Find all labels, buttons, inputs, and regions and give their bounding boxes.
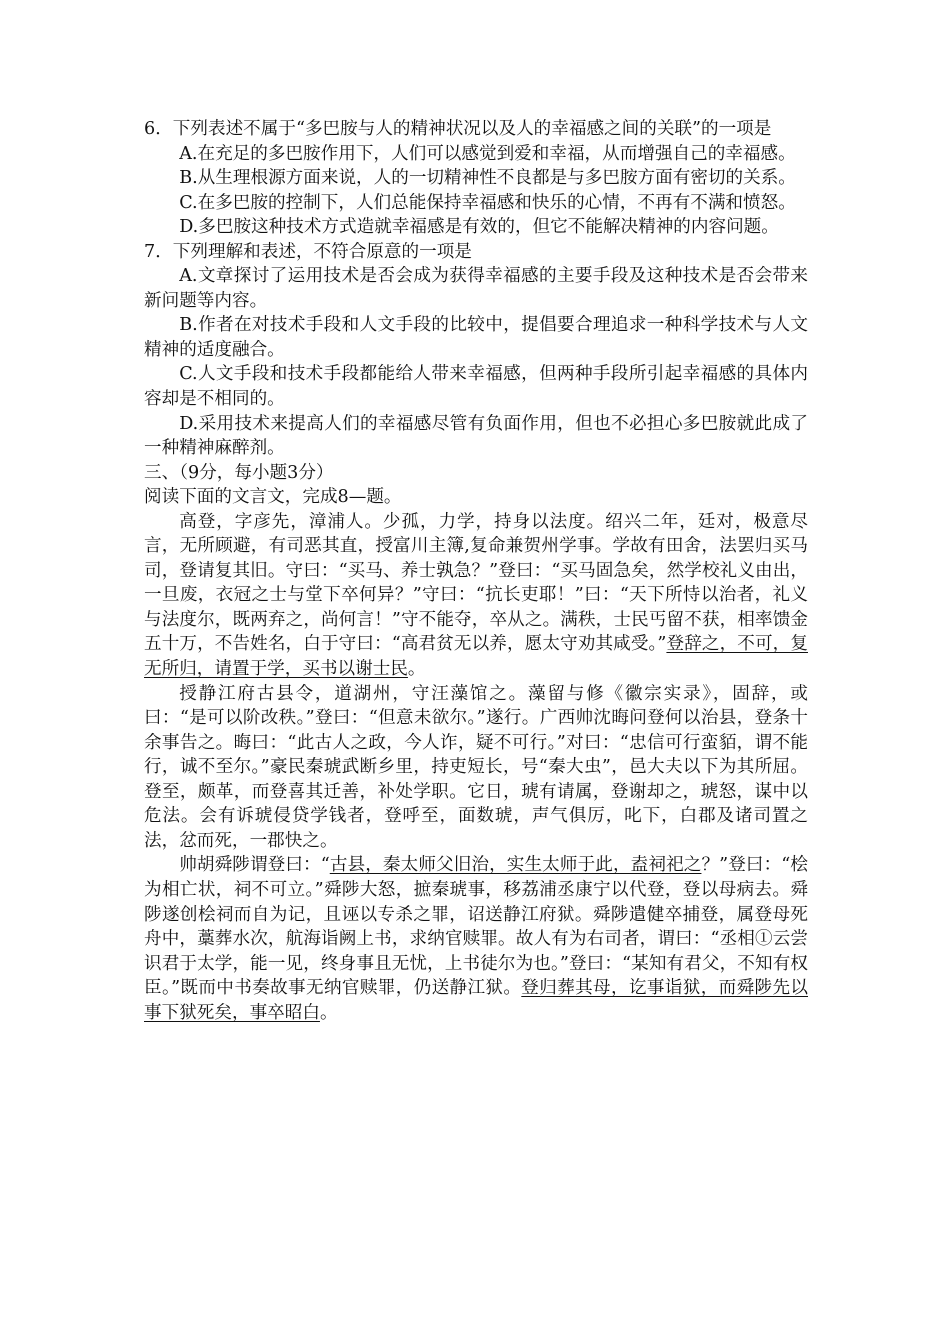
section-3-heading: 三、（9分，每小题3分） (144, 462, 334, 483)
exam-page (144, 117, 808, 1025)
section-3-instruction: 阅读下面的文言文，完成8—题。 (144, 487, 402, 508)
passage-p1-end: 。 (407, 659, 426, 680)
passage-p3-start: 帅胡舜陟谓登曰：“ (179, 855, 330, 876)
question-6-option-a: A.在充足的多巴胺作用下，人们可以感觉到爱和幸福，从而增强自己的幸福感。 (179, 143, 796, 164)
passage-p3-end: 。 (319, 1002, 338, 1023)
question-6-option-d: D.多巴胺这种技术方式造就幸福感是有效的，但它不能解决精神的内容问题。 (179, 217, 779, 238)
passage-p1-text: 高登，字彦先，漳浦人。少孤，力学，持身以法度。绍兴二年，廷对，极意尽言，无所顾避，有司恶其直，授富川主簿,复命兼贺州学事。学故有田舍，法罢归买马司，登请复其旧。守曰：“买马、养士孰急？”登曰：“买马固急矣，然学校礼义由出，一旦废，衣冠之士与堂下卒何异？”守曰：“抗长吏耶！”曰：“天下所恃以治者，礼义与法度尔，既两弃之，尚何言！”守不能夺，卒从之。满秩，士民丐留不获，相率馈金五十万，不告姓名，白于守曰：“高君贫无以养，愿太守劝其咸受。” (144, 511, 808, 655)
underlined-sentence-3: 登归葬其母，讫事诣狱，而舜陟先以事下狱死矣，事卒昭白 (144, 978, 808, 1023)
question-6-option-c: C.在多巴胺的控制下，人们总能保持幸福感和快乐的心情，不再有不满和愤怒。 (179, 192, 796, 213)
question-7-option-c: C.人文手段和技术手段都能给人带来幸福感，但两种手段所引起幸福感的具体内容却是不相同的。 (144, 364, 808, 410)
question-7-option-a: A.文章探讨了运用技术是否会成为获得幸福感的主要手段及这种技术是否会带来新问题等内容。 (144, 266, 808, 311)
passage-paragraph-3 (144, 853, 808, 1025)
passage-paragraph-1 (144, 510, 808, 682)
question-6-stem: 6．下列表述不属于“多巴胺与人的精神状况以及人的幸福感之间的关联”的一项是 (144, 119, 772, 139)
underlined-sentence-1: 登辞之，不可，复无所归，请置于学，买书以谢士民 (144, 634, 808, 680)
question-6-option-b: B.从生理根源方面来说，人的一切精神性不良都是与多巴胺方面有密切的关系。 (179, 168, 796, 189)
passage-p3-rest: ？”登曰：“桧为相亡状，祠不可立。”舜陟大怒，摭秦琥事，移荔浦丞康宁以代登，登以母病去。舜陟遂创桧祠而自为记，且诬以专杀之罪，诏送静江府狱。舜陟遣健卒捕登，属登母死舟中，藁葬水次，航海诣阙上书，求纳官赎罪。故人有为右司者，谓曰：“丞相①云尝识君于太学，能一见，终身事且无忧，上书徒尔为也。”登曰：“某知有君父，不知有权臣。”既而中书奏故事无纳官赎罪，仍送静江狱。 (144, 855, 808, 999)
question-7-option-d: D.采用技术来提高人们的幸福感尽管有负面作用，但也不必担心多巴胺就此成了一种精神麻醉剂。 (144, 413, 808, 459)
question-7-option-b: B.作者在对技术手段和人文手段的比较中，提倡要合理追求一种科学技术与人文精神的适度融合。 (144, 315, 808, 360)
passage-paragraph-2: 授静江府古县令，道湖州，守汪藻馆之。藻留与修《徽宗实录》，固辞，或曰：“是可以阶改秩。”登曰：“但意未欲尔。”遂行。广西帅沈晦问登何以治县，登条十余事告之。晦曰：“此古人之政，今人诈，疑不可行。”对曰：“忠信可行蛮貊，谓不能行，诚不至尔。”豪民秦琥武断乡里，持吏短长，号“秦大虫”，邑大夫以下为其所屈。登至，颇革，而登喜其迁善，补处学职。它日，琥有请属，登谢却之，琥怒，谋中以危法。会有诉琥侵贷学钱者，登呼至，面数琥，声气俱厉，叱下，白郡及诸司置之法，忿而死，一郡快之。 (144, 683, 808, 851)
underlined-sentence-2: 古县，秦太师父旧治，实生太师于此，盍祠祀之 (329, 855, 702, 876)
question-7-stem: 7．下列理解和表述，不符合原意的一项是 (144, 241, 472, 262)
